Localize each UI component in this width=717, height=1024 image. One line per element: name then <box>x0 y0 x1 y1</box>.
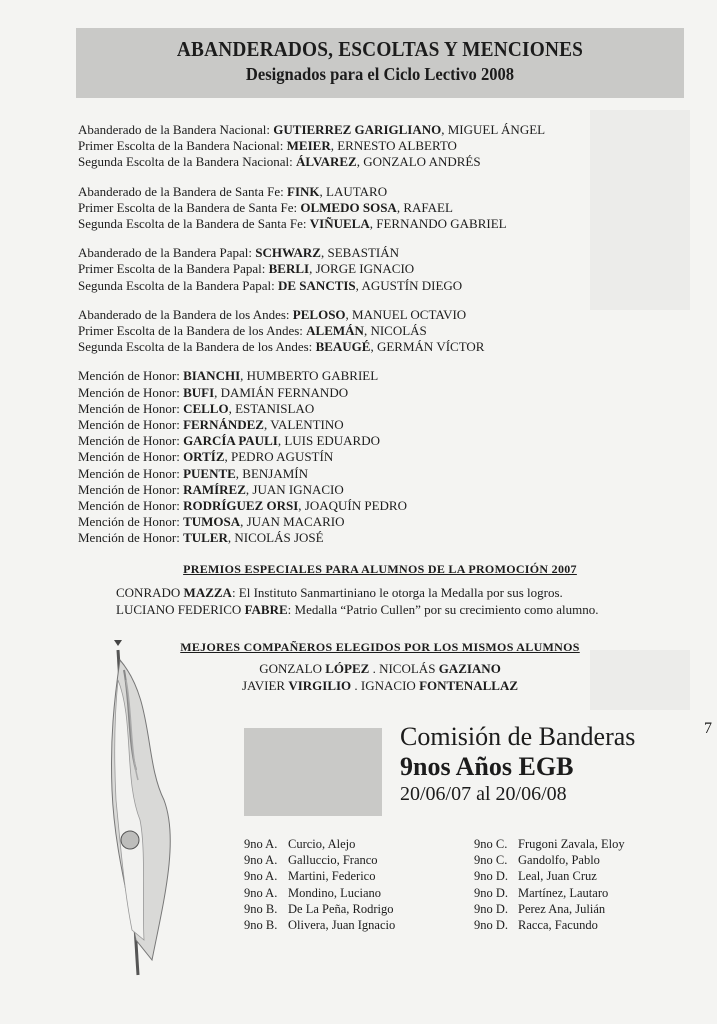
role-given-name: , VALENTINO <box>263 417 344 433</box>
student-class: 9no C. <box>474 837 508 851</box>
prize-line <box>116 601 716 618</box>
role-label: Mención de Honor: <box>78 530 184 546</box>
role-surname: RODRÍGUEZ ORSI <box>183 498 299 514</box>
prize-surname: MAZZA <box>183 585 232 600</box>
role-surname: BIANCHI <box>183 368 241 384</box>
role-line <box>78 216 698 232</box>
student-name: Mondino, Luciano <box>288 885 382 900</box>
comision-block <box>400 722 700 806</box>
role-line <box>78 154 698 170</box>
role-label: Abanderado de la Bandera Papal: <box>78 245 256 261</box>
role-label: Mención de Honor: <box>78 514 184 530</box>
role-label: Mención de Honor: <box>78 481 184 497</box>
role-given-name: , JUAN MACARIO <box>240 514 345 530</box>
role-given-name: , MANUEL OCTAVIO <box>345 306 467 322</box>
role-given-name: , DAMIÁN FERNANDO <box>214 384 349 400</box>
role-label: Segunda Escolta de la Bandera de los Andes: <box>78 339 316 355</box>
student-name: Frugoni Zavala, Eloy <box>518 837 625 851</box>
role-given-name: , NICOLÁS JOSÉ <box>227 530 324 546</box>
role-line <box>78 466 698 482</box>
roles-list <box>78 122 698 560</box>
student-class: 9no A. <box>244 837 278 851</box>
role-surname: TUMOSA <box>183 514 241 530</box>
student-name: Leal, Juan Cruz <box>518 869 597 884</box>
student-class: 9no B. <box>244 901 278 916</box>
role-given-name: , MIGUEL ÁNGEL <box>441 122 546 137</box>
role-surname: GUTIERREZ GARIGLIANO <box>273 122 442 137</box>
role-group <box>78 307 698 356</box>
role-line <box>78 323 698 339</box>
role-label: Mención de Honor: <box>78 417 184 433</box>
role-given-name: , PEDRO AGUSTÍN <box>224 449 334 465</box>
role-line <box>78 498 698 514</box>
role-given-name: , LUIS EDUARDO <box>277 433 381 449</box>
role-label: Mención de Honor: <box>78 465 184 481</box>
role-given-name: , ERNESTO ALBERTO <box>330 138 457 154</box>
role-line <box>78 245 698 261</box>
student-row <box>474 885 625 901</box>
student-name: Galluccio, Franco <box>288 853 378 868</box>
student-row <box>474 868 625 884</box>
role-line <box>78 482 698 498</box>
companions-title: MEJORES COMPAÑEROS ELEGIDOS POR LOS MISMOS ALUMNOS <box>180 640 580 654</box>
role-given-name: , ESTANISLAO <box>228 400 315 416</box>
student-class: 9no D. <box>474 918 509 933</box>
role-line <box>78 122 698 138</box>
role-line <box>78 449 698 465</box>
role-line <box>78 307 698 323</box>
role-line <box>78 368 698 384</box>
role-surname: FERNÁNDEZ <box>183 417 264 433</box>
role-given-name: , NICOLÁS <box>363 323 427 339</box>
role-given-name: , FERNANDO GABRIEL <box>369 216 507 232</box>
role-surname: BEAUGÉ <box>315 339 371 355</box>
role-line <box>78 514 698 530</box>
role-surname: GARCÍA PAULI <box>183 433 278 449</box>
role-group <box>78 122 698 171</box>
prize-surname: FABRE <box>244 602 288 617</box>
role-label: Primer Escolta de la Bandera de los Andes: <box>78 323 307 339</box>
role-given-name: , JORGE IGNACIO <box>309 261 415 277</box>
companion-given: NICOLÁS <box>379 661 439 676</box>
role-given-name: , LAUTARO <box>319 183 388 199</box>
role-label: Primer Escolta de la Bandera Papal: <box>78 261 269 277</box>
role-given-name: , GERMÁN VÍCTOR <box>370 339 485 355</box>
role-surname: PELOSO <box>292 306 346 322</box>
companion-surname: LÓPEZ <box>325 661 370 676</box>
role-group <box>78 245 698 294</box>
role-line <box>78 200 698 216</box>
role-group <box>78 368 698 546</box>
role-line <box>78 417 698 433</box>
prize-line <box>116 584 716 601</box>
role-given-name: , HUMBERTO GABRIEL <box>240 368 379 384</box>
student-row <box>474 836 625 852</box>
prize-text: : El Instituto Sanmartiniano le otorga la Medalla por sus logros. <box>231 585 563 600</box>
role-given-name: , JUAN IGNACIO <box>245 481 344 497</box>
role-label: Segunda Escolta de la Bandera Nacional: <box>78 154 297 170</box>
student-row <box>244 901 395 917</box>
companion-surname: FONTENALLAZ <box>419 678 519 693</box>
role-line <box>78 401 698 417</box>
student-row <box>244 868 395 884</box>
prize-given: CONRADO <box>116 585 184 600</box>
student-class: 9no D. <box>474 901 509 916</box>
role-surname: BUFI <box>183 384 215 400</box>
page-number: 7 <box>704 720 712 737</box>
students-right-column <box>474 836 625 933</box>
role-surname: OLMEDO SOSA <box>300 199 397 215</box>
student-name: Martini, Federico <box>288 869 376 884</box>
companion-surname: VIRGILIO <box>288 678 352 693</box>
role-line <box>78 385 698 401</box>
student-class: 9no C. <box>474 853 508 868</box>
student-name: Racca, Facundo <box>518 918 598 933</box>
role-line <box>78 278 698 294</box>
companion-surname: GAZIANO <box>438 661 501 676</box>
role-given-name: , BENJAMÍN <box>235 465 309 481</box>
role-given-name: , GONZALO ANDRÉS <box>356 154 481 170</box>
role-surname: BERLI <box>268 261 310 277</box>
role-surname: PUENTE <box>183 465 236 481</box>
page-title: ABANDERADOS, ESCOLTAS Y MENCIONES <box>176 37 584 61</box>
role-surname: VIÑUELA <box>309 216 370 232</box>
role-label: Abanderado de la Bandera de Santa Fe: <box>78 183 288 199</box>
role-surname: ORTÍZ <box>183 449 225 465</box>
student-name: Curcio, Alejo <box>288 837 356 851</box>
role-surname: TULER <box>183 530 228 546</box>
student-name: Gandolfo, Pablo <box>518 853 600 868</box>
argentine-flag-icon <box>84 640 184 980</box>
role-label: Mención de Honor: <box>78 449 184 465</box>
role-label: Mención de Honor: <box>78 368 184 384</box>
student-row <box>244 852 395 868</box>
role-surname: ÁLVAREZ <box>296 154 357 170</box>
student-row <box>244 885 395 901</box>
student-class: 9no A. <box>244 885 278 900</box>
companion-separator: . <box>369 661 380 676</box>
role-surname: ALEMÁN <box>306 323 364 339</box>
student-name: Olivera, Juan Ignacio <box>288 918 396 933</box>
role-label: Primer Escolta de la Bandera Nacional: <box>78 138 287 154</box>
student-class: 9no D. <box>474 869 509 884</box>
role-line <box>78 530 698 546</box>
role-label: Mención de Honor: <box>78 433 184 449</box>
role-line <box>78 261 698 277</box>
student-row <box>244 917 395 933</box>
student-class: 9no D. <box>474 885 509 900</box>
student-name: De La Peña, Rodrigo <box>288 901 394 916</box>
prize-given: LUCIANO FEDERICO <box>116 602 245 617</box>
page-subtitle: Designados para el Ciclo Lectivo 2008 <box>245 64 515 84</box>
student-class: 9no A. <box>244 853 278 868</box>
companion-given: IGNACIO <box>360 678 420 693</box>
role-group <box>78 184 698 233</box>
role-given-name: , RAFAEL <box>396 199 453 215</box>
role-given-name: , AGUSTÍN DIEGO <box>355 277 463 293</box>
role-surname: MEIER <box>286 138 331 154</box>
role-line <box>78 138 698 154</box>
role-surname: RAMÍREZ <box>183 481 246 497</box>
role-label: Segunda Escolta de la Bandera Papal: <box>78 277 278 293</box>
companion-separator: . <box>351 678 361 693</box>
companion-given: GONZALO <box>259 661 326 676</box>
role-given-name: , JOAQUÍN PEDRO <box>298 498 407 514</box>
role-surname: DE SANCTIS <box>278 277 356 293</box>
student-class: 9no A. <box>244 869 278 884</box>
companion-given: JAVIER <box>241 678 289 693</box>
comision-subtitle: 9nos Años EGB <box>400 752 574 781</box>
prizes-title: PREMIOS ESPECIALES PARA ALUMNOS DE LA PROMOCIÓN 2007 <box>183 562 577 576</box>
role-given-name: , SEBASTIÁN <box>320 245 399 261</box>
student-row <box>474 852 625 868</box>
header-box <box>76 28 684 98</box>
role-label: Abanderado de la Bandera de los Andes: <box>78 306 293 322</box>
role-label: Segunda Escolta de la Bandera de Santa Fe: <box>78 216 310 232</box>
role-surname: FINK <box>287 183 320 199</box>
gray-photo-placeholder <box>244 728 382 816</box>
role-label: Mención de Honor: <box>78 498 184 514</box>
student-row <box>474 917 625 933</box>
role-label: Primer Escolta de la Bandera de Santa Fe: <box>78 199 301 215</box>
comision-dates: 20/06/07 al 20/06/08 <box>400 783 567 805</box>
student-row <box>474 901 625 917</box>
student-name: Perez Ana, Julián <box>518 901 606 916</box>
comision-title: Comisión de Banderas <box>400 722 636 751</box>
role-line <box>78 339 698 355</box>
role-surname: SCHWARZ <box>255 245 321 261</box>
student-class: 9no B. <box>244 918 278 933</box>
role-surname: CELLO <box>183 400 229 416</box>
role-label: Abanderado de la Bandera Nacional: <box>78 122 274 137</box>
role-line <box>78 433 698 449</box>
student-row <box>244 836 395 852</box>
role-label: Mención de Honor: <box>78 384 184 400</box>
prize-text: : Medalla “Patrio Cullen” por su crecimiento como alumno. <box>287 602 599 617</box>
role-label: Mención de Honor: <box>78 400 184 416</box>
student-name: Martínez, Lautaro <box>518 885 609 900</box>
students-left-column <box>244 836 395 933</box>
role-line <box>78 184 698 200</box>
